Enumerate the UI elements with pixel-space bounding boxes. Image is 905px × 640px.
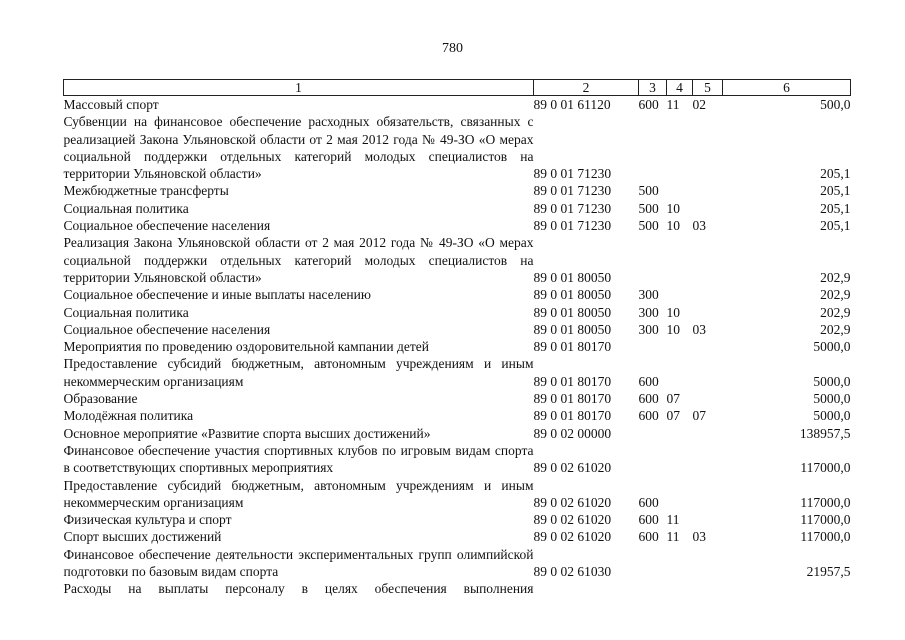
row-amount: 5000,0 [813, 391, 851, 407]
row-section: 07 [666, 391, 680, 407]
budget-table [63, 79, 851, 598]
row-amount: 202,9 [820, 321, 851, 337]
row-name: Спорт высших достижений [63, 529, 222, 545]
table-row [64, 286, 851, 303]
row-section [667, 234, 693, 286]
table-row [64, 390, 851, 407]
row-amount: 5000,0 [813, 339, 851, 355]
row-expense-type: 300 [638, 287, 659, 303]
row-name: Социальная политика [63, 304, 189, 320]
row-target-article: 89 0 01 61120 [533, 97, 611, 112]
row-subsection: 03 [692, 529, 706, 545]
table-row [64, 96, 851, 114]
row-target-article: 89 0 01 80050 [533, 321, 612, 337]
row-subsection [693, 425, 723, 442]
row-section: 10 [666, 304, 680, 320]
row-amount: 202,9 [820, 304, 851, 320]
table-row [64, 477, 851, 512]
row-subsection [693, 546, 723, 581]
row-expense-type: 600 [638, 512, 659, 528]
row-section: 10 [666, 321, 680, 337]
row-subsection [693, 113, 723, 182]
row-expense-type [639, 113, 667, 182]
column-header-name: 1 [64, 80, 534, 96]
row-name: Массовый спорт [63, 97, 159, 112]
row-target-article: 89 0 02 61020 [533, 529, 612, 545]
row-section [667, 580, 693, 597]
row-amount: 21957,5 [806, 564, 851, 580]
row-expense-type [639, 234, 667, 286]
row-name: Межбюджетные трансферты [63, 183, 229, 199]
row-subsection [693, 234, 723, 286]
row-expense-type: 500 [638, 183, 659, 199]
row-section [667, 442, 693, 477]
row-amount: 117000,0 [800, 460, 851, 476]
row-expense-type: 600 [638, 494, 659, 510]
row-subsection [693, 286, 723, 303]
row-name: Субвенции на финансовое обеспечение расходных обязательств, связанных с реализацией Закона Ульяновской области от 2 мая 2012 года № 49-ЗО «О мерах социальной поддержки отдельных категорий молодых специалистов на территории Ульяновской области» [63, 114, 534, 182]
row-expense-type [639, 546, 667, 581]
row-subsection [693, 304, 723, 321]
row-name: Основное мероприятие «Развитие спорта высших достижений» [63, 425, 431, 441]
table-row [64, 407, 851, 424]
table-row [64, 234, 851, 286]
row-subsection: 03 [692, 218, 706, 234]
row-expense-type: 600 [638, 97, 659, 112]
table-row [64, 528, 851, 545]
row-amount: 205,1 [820, 166, 851, 182]
row-amount: 5000,0 [813, 408, 851, 424]
row-section: 11 [666, 512, 680, 528]
row-expense-type: 500 [638, 200, 659, 216]
row-amount: 117000,0 [800, 494, 851, 510]
column-header-amount: 6 [723, 80, 851, 96]
table-row [64, 425, 851, 442]
table-row [64, 580, 851, 597]
row-amount: 205,1 [820, 218, 851, 234]
row-subsection: 03 [692, 321, 706, 337]
row-subsection [693, 511, 723, 528]
row-section [667, 425, 693, 442]
row-section [667, 338, 693, 355]
row-name: Социальное обеспечение и иные выплаты населению [63, 287, 371, 303]
table-header-row [64, 80, 851, 96]
row-section [667, 477, 693, 512]
table-row [64, 217, 851, 234]
row-section [667, 355, 693, 390]
row-expense-type: 600 [638, 391, 659, 407]
row-subsection [693, 200, 723, 217]
row-amount: 202,9 [820, 287, 851, 303]
table-row [64, 355, 851, 390]
table-row [64, 200, 851, 217]
table-row [64, 304, 851, 321]
row-target-article: 89 0 01 71230 [533, 200, 612, 216]
table-row [64, 338, 851, 355]
row-name: Социальная политика [63, 200, 189, 216]
row-expense-type: 300 [638, 321, 659, 337]
row-name: Образование [63, 391, 138, 407]
row-name: Реализация Закона Ульяновской области от 2 мая 2012 года № 49-ЗО «О мерах социальной поддержки отдельных категорий молодых специалистов на территории Ульяновской области» [63, 235, 534, 285]
row-name: Социальное обеспечение населения [63, 218, 271, 234]
row-amount [723, 580, 851, 597]
row-section [667, 113, 693, 182]
page-number: 780 [442, 41, 463, 56]
row-amount: 205,1 [820, 183, 851, 199]
row-section [667, 546, 693, 581]
row-target-article: 89 0 01 80050 [533, 269, 612, 285]
row-name: Предоставление субсидий бюджетным, автономным учреждениям и иным некоммерческим организациям [63, 356, 534, 389]
row-section [667, 182, 693, 199]
table-row [64, 113, 851, 182]
row-target-article: 89 0 01 80170 [533, 391, 612, 407]
row-target-article: 89 0 02 61020 [533, 460, 612, 476]
row-target-article: 89 0 02 00000 [533, 425, 612, 441]
row-name: Расходы на выплаты персоналу в целях обеспечения выполнения [63, 581, 534, 597]
row-expense-type [639, 338, 667, 355]
row-target-article: 89 0 01 80170 [533, 408, 612, 424]
row-name: Мероприятия по проведению оздоровительной кампании детей [63, 339, 429, 355]
row-subsection [693, 477, 723, 512]
row-subsection [693, 182, 723, 199]
row-target-article: 89 0 01 80050 [533, 287, 612, 303]
column-header-rz: 4 [667, 80, 693, 96]
row-expense-type [639, 425, 667, 442]
row-amount: 500,0 [820, 97, 851, 112]
row-section [667, 286, 693, 303]
row-section: 07 [666, 408, 680, 424]
row-subsection [693, 338, 723, 355]
row-target-article: 89 0 01 71230 [533, 218, 612, 234]
row-name: Финансовое обеспечение участия спортивных клубов по игровым видам спорта в соответствующих спортивных мероприятиях [63, 442, 534, 476]
row-expense-type: 600 [638, 373, 659, 389]
row-subsection [693, 442, 723, 477]
row-section: 10 [666, 218, 680, 234]
row-target-article: 89 0 01 71230 [533, 166, 612, 182]
row-target-article: 89 0 01 71230 [533, 183, 612, 199]
row-target-article: 89 0 01 80170 [533, 373, 612, 389]
row-target-article: 89 0 02 61020 [533, 512, 612, 528]
row-name: Финансовое обеспечение деятельности экспериментальных групп олимпийской подготовки по базовым видам спорта [63, 546, 534, 580]
row-expense-type: 300 [638, 304, 659, 320]
table-body [64, 96, 851, 598]
row-amount: 117000,0 [800, 529, 851, 545]
row-subsection [693, 390, 723, 407]
row-target-article: 89 0 02 61020 [533, 494, 612, 510]
table-row [64, 442, 851, 477]
row-expense-type: 600 [638, 408, 659, 424]
table-row [64, 321, 851, 338]
row-section: 10 [666, 200, 680, 216]
row-subsection [693, 355, 723, 390]
row-expense-type: 500 [638, 218, 659, 234]
row-subsection: 02 [692, 97, 706, 112]
column-header-pr: 5 [693, 80, 723, 96]
row-name: Физическая культура и спорт [63, 512, 232, 528]
row-amount: 5000,0 [813, 373, 851, 389]
row-section: 11 [666, 529, 680, 545]
row-name: Предоставление субсидий бюджетным, автономным учреждениям и иным некоммерческим организациям [63, 477, 534, 510]
table-row [64, 182, 851, 199]
table-row [64, 511, 851, 528]
column-header-vr: 3 [639, 80, 667, 96]
row-target-article: 89 0 02 61030 [533, 564, 612, 580]
row-target-article: 89 0 01 80050 [533, 304, 612, 320]
row-target-article: 89 0 01 80170 [533, 339, 612, 355]
column-header-csr: 2 [534, 80, 639, 96]
row-target-article [534, 580, 639, 597]
row-section: 11 [666, 97, 680, 112]
table-row [64, 546, 851, 581]
row-amount: 205,1 [820, 200, 851, 216]
row-expense-type [639, 442, 667, 477]
row-expense-type [639, 580, 667, 597]
row-amount: 202,9 [820, 269, 851, 285]
row-subsection: 07 [692, 408, 706, 424]
row-subsection [693, 580, 723, 597]
row-expense-type: 600 [638, 529, 659, 545]
row-name: Молодёжная политика [63, 408, 194, 424]
row-name: Социальное обеспечение населения [63, 321, 271, 337]
row-amount: 138957,5 [799, 425, 851, 441]
row-amount: 117000,0 [800, 512, 851, 528]
